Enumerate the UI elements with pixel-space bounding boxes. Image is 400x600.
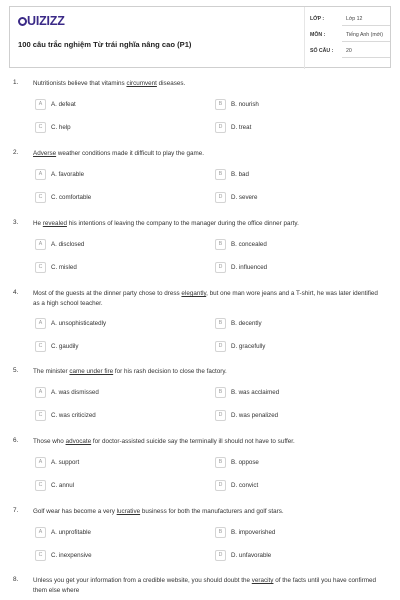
option-label: D. severe [231,194,258,201]
option-letter-box[interactable]: B [215,318,226,329]
option-letter-box[interactable]: C [35,262,46,273]
question-number: 6. [13,437,19,444]
question-number: 5. [13,367,19,374]
question-text [33,289,385,308]
option-label: C. help [51,124,71,131]
option-label: C. misled [51,264,77,271]
question-text [33,219,385,229]
answer-option-a[interactable] [35,457,185,468]
question-text [33,79,385,89]
question-text-after: for doctor-assisted suicide say the terminally ill should not have to suffer. [91,438,295,445]
option-letter-box[interactable]: B [215,387,226,398]
option-letter-box[interactable]: B [215,527,226,538]
question-text-after: his intentions of leaving the company to the manager during the office dinner party. [66,220,299,227]
page-title: 100 câu trắc nghiệm Từ trái nghĩa nâng cao (P1) [18,40,192,49]
answer-option-c[interactable] [35,410,185,421]
question-number: 1. [13,79,19,86]
option-letter-box[interactable]: B [215,457,226,468]
question-text-after: business for both the manufacturers and golf stars. [140,508,284,515]
option-letter-box[interactable]: D [215,410,226,421]
option-letter-box[interactable]: B [215,99,226,110]
meta-label: SỐ CÂU : [310,48,334,54]
meta-question-count [310,45,390,59]
option-letter-box[interactable]: C [35,410,46,421]
option-label: C. inexpensive [51,552,92,559]
option-letter-box[interactable]: C [35,480,46,491]
answer-option-a[interactable] [35,239,185,250]
option-label: C. annul [51,482,75,489]
underlined-keyword: veracity [251,577,274,584]
underlined-keyword: revealed [42,220,67,227]
option-letter-box[interactable]: C [35,192,46,203]
option-label: D. unfavorable [231,552,272,559]
underlined-keyword: advocate [65,438,92,445]
underlined-keyword: circumvent [126,80,157,87]
option-letter-box[interactable]: D [215,341,226,352]
question-number: 8. [13,576,19,583]
option-letter-box[interactable]: C [35,341,46,352]
option-letter-box[interactable]: A [35,99,46,110]
option-letter-box[interactable]: A [35,527,46,538]
option-label: D. gracefully [231,343,266,350]
question-text [33,437,385,447]
answer-option-b[interactable] [215,387,365,398]
answer-option-b[interactable] [215,239,365,250]
option-letter-box[interactable]: C [35,122,46,133]
answer-option-d[interactable] [215,410,365,421]
meta-class [310,13,390,27]
answer-option-c[interactable] [35,341,185,352]
answer-option-a[interactable] [35,318,185,329]
option-label: D. was penalized [231,412,279,419]
question-text-after: diseases. [156,80,186,87]
answer-option-d[interactable] [215,262,365,273]
option-label: B. oppose [231,459,259,466]
quizizz-logo [18,14,65,28]
worksheet-header [9,6,391,68]
answer-option-c[interactable] [35,550,185,561]
option-letter-box[interactable]: B [215,239,226,250]
question-text-before: Those who [33,438,66,445]
meta-underline [342,41,390,42]
underlined-keyword: Adverse [33,150,57,157]
answer-option-a[interactable] [35,99,185,110]
question-number: 3. [13,219,19,226]
meta-label: MÔN : [310,32,326,38]
answer-option-b[interactable] [215,527,365,538]
option-letter-box[interactable]: A [35,457,46,468]
answer-option-c[interactable] [35,262,185,273]
meta-value: Tiếng Anh (mới) [346,32,383,38]
option-letter-box[interactable]: D [215,480,226,491]
answer-option-d[interactable] [215,480,365,491]
answer-option-d[interactable] [215,122,365,133]
option-letter-box[interactable]: A [35,318,46,329]
option-label: B. decently [231,320,262,327]
option-letter-box[interactable]: B [215,169,226,180]
meta-underline [342,57,390,58]
question-text [33,576,385,595]
option-letter-box[interactable]: D [215,122,226,133]
answer-option-c[interactable] [35,122,185,133]
question-text [33,367,385,377]
option-letter-box[interactable]: A [35,169,46,180]
logo-text: UIZIZZ [27,14,65,28]
option-letter-box[interactable]: C [35,550,46,561]
meta-subject [310,29,390,43]
question-text [33,149,385,159]
option-label: D. influenced [231,264,268,271]
header-divider [304,7,305,69]
answer-option-b[interactable] [215,169,365,180]
question-text-after: , but one man wore jeans and a T-shirt, he was later identified as a high school teacher. [33,290,378,307]
answer-option-d[interactable] [215,550,365,561]
question-text-before: Unless you get your information from a credible website, you should doubt the [33,577,252,584]
answer-option-c[interactable] [35,480,185,491]
option-label: B. was acclaimed [231,389,280,396]
question-text-after: of the facts until you have confirmed them else where [33,577,377,594]
option-letter-box[interactable]: D [215,192,226,203]
option-letter-box[interactable]: A [35,239,46,250]
question-number: 2. [13,149,19,156]
option-label: A. was dismissed [51,389,99,396]
meta-label: LỚP : [310,16,325,22]
option-label: B. bad [231,171,249,178]
answer-option-b[interactable] [215,457,365,468]
logo-q-icon [18,17,27,26]
question-text-after: for his rash decision to close the factory. [113,368,227,375]
underlined-keyword: came under fire [69,368,114,375]
question-text-before: Nutritionists believe that vitamins [33,80,127,87]
underlined-keyword: lucrative [116,508,141,515]
option-label: B. nourish [231,101,259,108]
option-label: D. convict [231,482,259,489]
question-text-before: He [33,220,43,227]
meta-underline [342,25,390,26]
answer-option-b[interactable] [215,99,365,110]
question-text-before: Most of the guests at the dinner party chose to dress [33,290,182,297]
option-letter-box[interactable]: D [215,262,226,273]
option-label: C. was criticized [51,412,96,419]
option-label: A. support [51,459,80,466]
option-letter-box[interactable]: A [35,387,46,398]
answer-option-a[interactable] [35,387,185,398]
meta-value: Lớp 12 [346,16,363,22]
option-label: A. disclosed [51,241,85,248]
question-text-before: Golf wear has become a very [33,508,117,515]
option-label: C. gaudily [51,343,79,350]
answer-option-d[interactable] [215,192,365,203]
question-text-after: weather conditions made it difficult to play the game. [56,150,205,157]
answer-option-c[interactable] [35,192,185,203]
option-letter-box[interactable]: D [215,550,226,561]
option-label: C. comfortable [51,194,92,201]
question-number: 7. [13,507,19,514]
option-label: B. impoverished [231,529,276,536]
answer-option-a[interactable] [35,527,185,538]
option-label: A. unsophisticatedly [51,320,107,327]
meta-value: 20 [346,48,352,54]
option-label: D. treat [231,124,252,131]
answer-option-a[interactable] [35,169,185,180]
option-label: A. unprofitable [51,529,91,536]
answer-option-d[interactable] [215,341,365,352]
option-label: B. concealed [231,241,267,248]
question-text [33,507,385,517]
answer-option-b[interactable] [215,318,365,329]
question-number: 4. [13,289,19,296]
option-label: A. defeat [51,101,76,108]
question-text-before: The minister [33,368,70,375]
option-label: A. favorable [51,171,85,178]
underlined-keyword: elegantly [181,290,207,297]
